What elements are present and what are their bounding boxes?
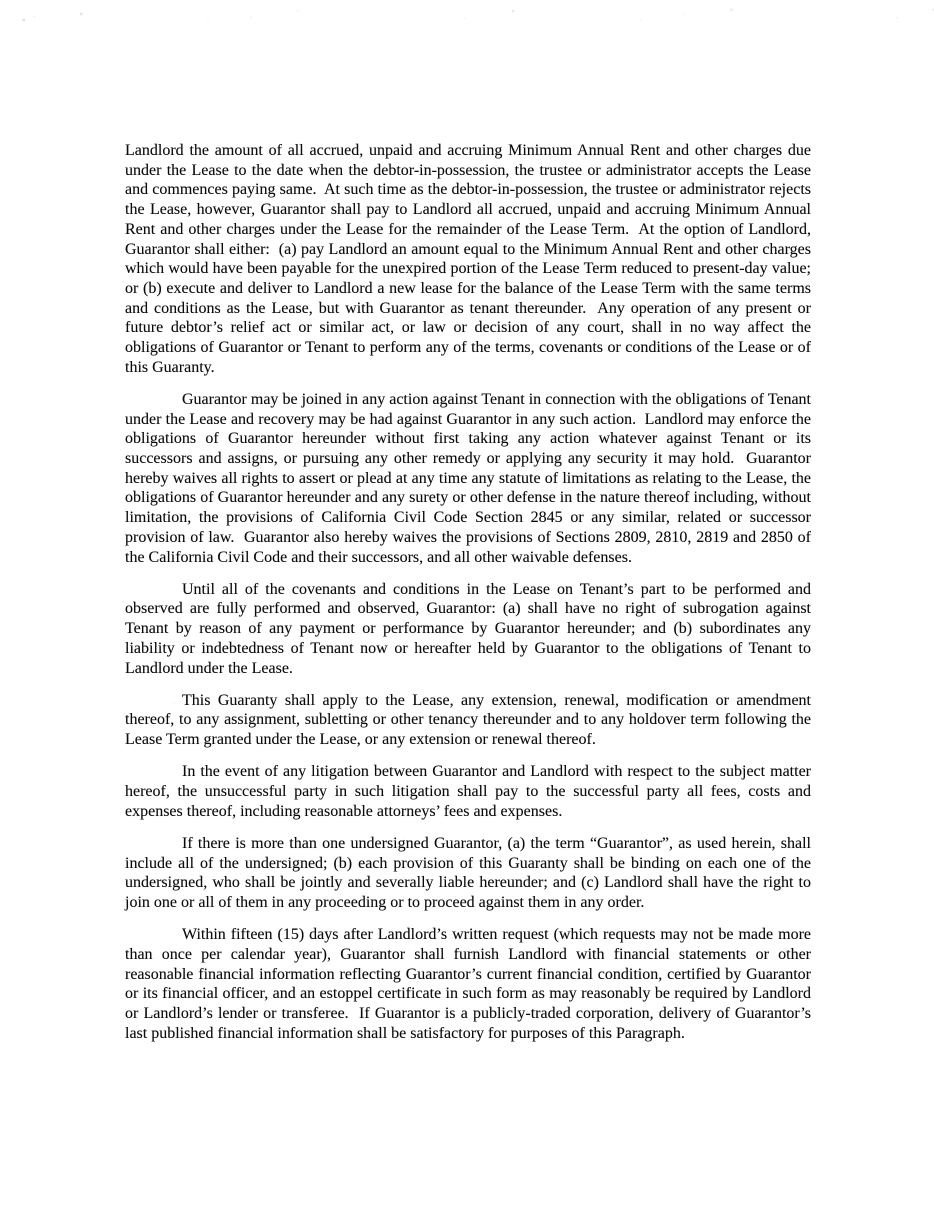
paragraph-continuation: Landlord the amount of all accrued, unpaid and accruing Minimum Annual Rent and other charges due under the Lease to the date when the debtor-in-possession, the trustee or administrator accepts the Lease and commences paying same. At such time as the debtor-in-possession, the trustee or administrator rejects the Lease, however, Guarantor shall pay to Landlord all accrued, unpaid and accruing Minimum Annual Rent and other charges under the Lease for the remainder of the Lease Term. At the option of Landlord, Guarantor shall either: (a) pay Landlord an amount equal to the Minimum Annual Rent and other charges which would have been payable for the unexpired portion of the Lease Term reduced to present-day value; or (b) execute and deliver to Landlord a new lease for the balance of the Lease Term with the same terms and conditions as the Lease, but with Guarantor as tenant thereunder. Any operation of any present or future debtor’s relief act or similar act, or law or decision of any court, shall in no way affect the obligations of Guarantor or Tenant to perform any of the terms, covenants or conditions of the Lease or of this Guaranty. [125,142,811,376]
paragraph: In the event of any litigation between Guarantor and Landlord with respect to the subject matter hereof, the unsuccessful party in such litigation shall pay to the successful party all fees, costs and expenses thereof, including reasonable attorneys’ fees and expenses. [125,763,811,820]
paragraph: If there is more than one undersigned Guarantor, (a) the term “Guarantor”, as used herein, shall include all of the undersigned; (b) each provision of this Guaranty shall be binding on each one of the undersigned, who shall be jointly and severally liable hereunder; and (c) Landlord shall have the right to join one or all of them in any proceeding or to proceed against them in any order. [125,835,811,912]
scan-artifacts [0,0,1,1]
paragraph: Within fifteen (15) days after Landlord’s written request (which requests may not be made more than once per calendar year), Guarantor shall furnish Landlord with financial statements or other reasonable financial information reflecting Guarantor’s current financial condition, certified by Guarantor or its financial officer, and an estoppel certificate in such form as may reasonably be required by Landlord or Landlord’s lender or transferee. If Guarantor is a publicly-traded corporation, delivery of Guarantor’s last published financial information shall be satisfactory for purposes of this Paragraph. [125,926,811,1042]
paragraph: Guarantor may be joined in any action against Tenant in connection with the obligations of Tenant under the Lease and recovery may be had against Guarantor in any such action. Landlord may enforce the obligations of Guarantor hereunder without first taking any action whatever against Tenant or its successors and assigns, or pursuing any other remedy or applying any security it may hold. Guarantor hereby waives all rights to assert or plead at any time any statute of limitations as relating to the Lease, the obligations of Guarantor hereunder and any surety or other defense in the nature thereof including, without limitation, the provisions of California Civil Code Section 2845 or any similar, related or successor provision of law. Guarantor also hereby waives the provisions of Sections 2809, 2810, 2819 and 2850 of the California Civil Code and their successors, and all other waivable defenses. [125,390,811,566]
document-body [125,141,811,1056]
paragraph: Until all of the covenants and conditions in the Lease on Tenant’s part to be performed and observed are fully performed and observed, Guarantor: (a) shall have no right of subrogation against Tenant by reason of any payment or performance by Guarantor hereunder; and (b) subordinates any liability or indebtedness of Tenant now or hereafter held by Guarantor to the obligations of Tenant to Landlord under the Lease. [125,580,811,677]
paragraph: This Guaranty shall apply to the Lease, any extension, renewal, modification or amendment thereof, to any assignment, subletting or other tenancy thereunder and to any holdover term following the Lease Term granted under the Lease, or any extension or renewal thereof. [125,691,811,749]
